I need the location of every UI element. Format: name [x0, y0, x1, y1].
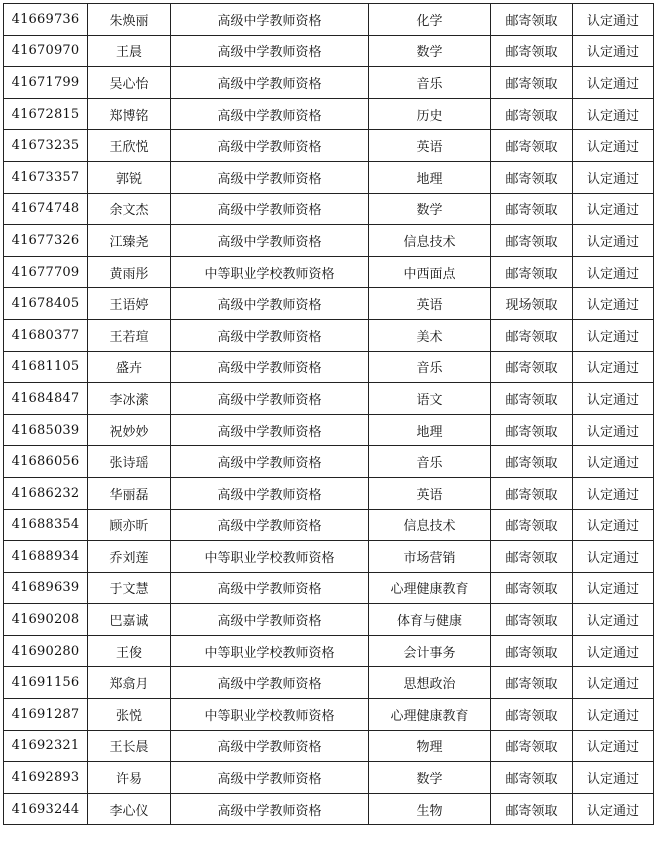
subject-cell: 会计事务 [369, 635, 491, 667]
qualification-type-cell: 高级中学教师资格 [171, 319, 369, 351]
table-row [4, 572, 654, 604]
qualification-type-cell: 高级中学教师资格 [171, 509, 369, 541]
qualification-type-cell: 高级中学教师资格 [171, 730, 369, 762]
subject-cell: 英语 [369, 130, 491, 162]
result-status-cell: 认定通过 [573, 604, 654, 636]
pickup-method-cell: 邮寄领取 [491, 414, 573, 446]
subject-cell: 音乐 [369, 446, 491, 478]
table-row [4, 193, 654, 225]
pickup-method-cell: 邮寄领取 [491, 161, 573, 193]
applicant-name-cell: 华丽磊 [88, 477, 171, 509]
table-row [4, 730, 654, 762]
result-status-cell: 认定通过 [573, 130, 654, 162]
table-row [4, 130, 654, 162]
subject-cell: 心理健康教育 [369, 699, 491, 731]
applicant-name-cell: 巴嘉诚 [88, 604, 171, 636]
result-status-cell: 认定通过 [573, 446, 654, 478]
qualification-type-cell: 高级中学教师资格 [171, 414, 369, 446]
subject-cell: 英语 [369, 288, 491, 320]
result-status-cell: 认定通过 [573, 225, 654, 257]
subject-cell: 音乐 [369, 67, 491, 99]
qualification-type-cell: 高级中学教师资格 [171, 762, 369, 794]
result-status-cell: 认定通过 [573, 509, 654, 541]
result-status-cell: 认定通过 [573, 4, 654, 36]
applicant-name-cell: 顾亦昕 [88, 509, 171, 541]
qualification-type-cell: 高级中学教师资格 [171, 130, 369, 162]
result-status-cell: 认定通过 [573, 541, 654, 573]
pickup-method-cell: 邮寄领取 [491, 793, 573, 825]
applicant-name-cell: 祝妙妙 [88, 414, 171, 446]
pickup-method-cell: 邮寄领取 [491, 383, 573, 415]
applicant-name-cell: 吴心怡 [88, 67, 171, 99]
qualification-type-cell: 高级中学教师资格 [171, 383, 369, 415]
applicant-name-cell: 郭锐 [88, 161, 171, 193]
pickup-method-cell: 邮寄领取 [491, 35, 573, 67]
qualification-type-cell: 高级中学教师资格 [171, 446, 369, 478]
result-status-cell: 认定通过 [573, 414, 654, 446]
applicant-name-cell: 余文杰 [88, 193, 171, 225]
table-row [4, 98, 654, 130]
applicant-name-cell: 李心仪 [88, 793, 171, 825]
qualification-type-cell: 高级中学教师资格 [171, 193, 369, 225]
table-row [4, 635, 654, 667]
subject-cell: 数学 [369, 762, 491, 794]
subject-cell: 语文 [369, 383, 491, 415]
result-status-cell: 认定通过 [573, 351, 654, 383]
result-status-cell: 认定通过 [573, 477, 654, 509]
pickup-method-cell: 邮寄领取 [491, 319, 573, 351]
result-status-cell: 认定通过 [573, 667, 654, 699]
table-row [4, 161, 654, 193]
qualification-type-cell: 中等职业学校教师资格 [171, 635, 369, 667]
table-row [4, 383, 654, 415]
applicant-id-cell: 41677709 [4, 256, 88, 288]
applicant-id-cell: 41689639 [4, 572, 88, 604]
subject-cell: 历史 [369, 98, 491, 130]
applicant-name-cell: 乔刘莲 [88, 541, 171, 573]
table-row [4, 509, 654, 541]
pickup-method-cell: 邮寄领取 [491, 446, 573, 478]
pickup-method-cell: 邮寄领取 [491, 67, 573, 99]
pickup-method-cell: 邮寄领取 [491, 604, 573, 636]
applicant-name-cell: 王俊 [88, 635, 171, 667]
applicant-name-cell: 王晨 [88, 35, 171, 67]
applicant-name-cell: 张悦 [88, 699, 171, 731]
subject-cell: 美术 [369, 319, 491, 351]
result-status-cell: 认定通过 [573, 256, 654, 288]
applicant-id-cell: 41692893 [4, 762, 88, 794]
result-status-cell: 认定通过 [573, 193, 654, 225]
pickup-method-cell: 邮寄领取 [491, 193, 573, 225]
qualification-type-cell: 高级中学教师资格 [171, 793, 369, 825]
table-row [4, 793, 654, 825]
qualification-type-cell: 高级中学教师资格 [171, 604, 369, 636]
applicant-id-cell: 41685039 [4, 414, 88, 446]
pickup-method-cell: 邮寄领取 [491, 98, 573, 130]
applicant-id-cell: 41674748 [4, 193, 88, 225]
applicant-name-cell: 郑翕月 [88, 667, 171, 699]
table-row [4, 699, 654, 731]
subject-cell: 音乐 [369, 351, 491, 383]
result-status-cell: 认定通过 [573, 383, 654, 415]
table-row [4, 762, 654, 794]
applicant-name-cell: 江臻尧 [88, 225, 171, 257]
applicant-name-cell: 王长晨 [88, 730, 171, 762]
table-row [4, 477, 654, 509]
table-body [4, 4, 654, 825]
subject-cell: 化学 [369, 4, 491, 36]
qualification-type-cell: 中等职业学校教师资格 [171, 541, 369, 573]
table-row [4, 319, 654, 351]
subject-cell: 信息技术 [369, 509, 491, 541]
pickup-method-cell: 邮寄领取 [491, 635, 573, 667]
table-row [4, 604, 654, 636]
subject-cell: 地理 [369, 414, 491, 446]
applicant-name-cell: 王若瑄 [88, 319, 171, 351]
subject-cell: 物理 [369, 730, 491, 762]
qualification-type-cell: 高级中学教师资格 [171, 667, 369, 699]
applicant-id-cell: 41670970 [4, 35, 88, 67]
qualification-type-cell: 高级中学教师资格 [171, 67, 369, 99]
applicant-id-cell: 41690280 [4, 635, 88, 667]
applicant-id-cell: 41672815 [4, 98, 88, 130]
applicant-id-cell: 41690208 [4, 604, 88, 636]
subject-cell: 信息技术 [369, 225, 491, 257]
applicant-id-cell: 41673235 [4, 130, 88, 162]
result-status-cell: 认定通过 [573, 762, 654, 794]
qualification-type-cell: 高级中学教师资格 [171, 477, 369, 509]
result-status-cell: 认定通过 [573, 161, 654, 193]
qualification-type-cell: 高级中学教师资格 [171, 572, 369, 604]
applicant-name-cell: 于文慧 [88, 572, 171, 604]
applicant-name-cell: 盛卉 [88, 351, 171, 383]
subject-cell: 体育与健康 [369, 604, 491, 636]
subject-cell: 心理健康教育 [369, 572, 491, 604]
subject-cell: 市场营销 [369, 541, 491, 573]
applicant-name-cell: 郑博铭 [88, 98, 171, 130]
applicant-name-cell: 李冰潆 [88, 383, 171, 415]
applicant-id-cell: 41678405 [4, 288, 88, 320]
qualification-type-cell: 中等职业学校教师资格 [171, 256, 369, 288]
qualification-type-cell: 中等职业学校教师资格 [171, 699, 369, 731]
table-row [4, 35, 654, 67]
result-status-cell: 认定通过 [573, 699, 654, 731]
table-row [4, 67, 654, 99]
result-status-cell: 认定通过 [573, 572, 654, 604]
pickup-method-cell: 邮寄领取 [491, 667, 573, 699]
applicant-id-cell: 41688354 [4, 509, 88, 541]
applicant-id-cell: 41691287 [4, 699, 88, 731]
table-row [4, 414, 654, 446]
applicant-id-cell: 41669736 [4, 4, 88, 36]
pickup-method-cell: 邮寄领取 [491, 509, 573, 541]
applicant-id-cell: 41686056 [4, 446, 88, 478]
applicant-id-cell: 41686232 [4, 477, 88, 509]
table-row [4, 667, 654, 699]
pickup-method-cell: 邮寄领取 [491, 256, 573, 288]
result-status-cell: 认定通过 [573, 793, 654, 825]
subject-cell: 英语 [369, 477, 491, 509]
applicant-id-cell: 41671799 [4, 67, 88, 99]
pickup-method-cell: 邮寄领取 [491, 477, 573, 509]
qualification-type-cell: 高级中学教师资格 [171, 288, 369, 320]
qualification-type-cell: 高级中学教师资格 [171, 161, 369, 193]
applicant-name-cell: 黄雨彤 [88, 256, 171, 288]
applicant-id-cell: 41688934 [4, 541, 88, 573]
subject-cell: 中西面点 [369, 256, 491, 288]
subject-cell: 生物 [369, 793, 491, 825]
result-status-cell: 认定通过 [573, 730, 654, 762]
table-row [4, 4, 654, 36]
applicant-id-cell: 41680377 [4, 319, 88, 351]
applicant-name-cell: 许易 [88, 762, 171, 794]
table-row [4, 288, 654, 320]
result-status-cell: 认定通过 [573, 67, 654, 99]
pickup-method-cell: 邮寄领取 [491, 4, 573, 36]
pickup-method-cell: 邮寄领取 [491, 541, 573, 573]
result-status-cell: 认定通过 [573, 98, 654, 130]
qualification-type-cell: 高级中学教师资格 [171, 35, 369, 67]
applicant-id-cell: 41691156 [4, 667, 88, 699]
pickup-method-cell: 邮寄领取 [491, 699, 573, 731]
qualification-type-cell: 高级中学教师资格 [171, 4, 369, 36]
subject-cell: 数学 [369, 193, 491, 225]
subject-cell: 数学 [369, 35, 491, 67]
applicant-id-cell: 41681105 [4, 351, 88, 383]
results-table [3, 3, 654, 825]
qualification-type-cell: 高级中学教师资格 [171, 98, 369, 130]
applicant-name-cell: 王欣悦 [88, 130, 171, 162]
applicant-name-cell: 王语婷 [88, 288, 171, 320]
result-status-cell: 认定通过 [573, 288, 654, 320]
result-status-cell: 认定通过 [573, 635, 654, 667]
pickup-method-cell: 邮寄领取 [491, 351, 573, 383]
table-row [4, 351, 654, 383]
table-row [4, 541, 654, 573]
subject-cell: 思想政治 [369, 667, 491, 699]
result-status-cell: 认定通过 [573, 35, 654, 67]
table-row [4, 256, 654, 288]
table-row [4, 225, 654, 257]
applicant-id-cell: 41677326 [4, 225, 88, 257]
applicant-id-cell: 41692321 [4, 730, 88, 762]
qualification-type-cell: 高级中学教师资格 [171, 351, 369, 383]
applicant-id-cell: 41684847 [4, 383, 88, 415]
pickup-method-cell: 邮寄领取 [491, 225, 573, 257]
result-status-cell: 认定通过 [573, 319, 654, 351]
applicant-name-cell: 张诗瑶 [88, 446, 171, 478]
pickup-method-cell: 邮寄领取 [491, 762, 573, 794]
subject-cell: 地理 [369, 161, 491, 193]
applicant-name-cell: 朱焕丽 [88, 4, 171, 36]
table-row [4, 446, 654, 478]
pickup-method-cell: 现场领取 [491, 288, 573, 320]
applicant-id-cell: 41693244 [4, 793, 88, 825]
pickup-method-cell: 邮寄领取 [491, 130, 573, 162]
applicant-id-cell: 41673357 [4, 161, 88, 193]
qualification-type-cell: 高级中学教师资格 [171, 225, 369, 257]
pickup-method-cell: 邮寄领取 [491, 572, 573, 604]
pickup-method-cell: 邮寄领取 [491, 730, 573, 762]
